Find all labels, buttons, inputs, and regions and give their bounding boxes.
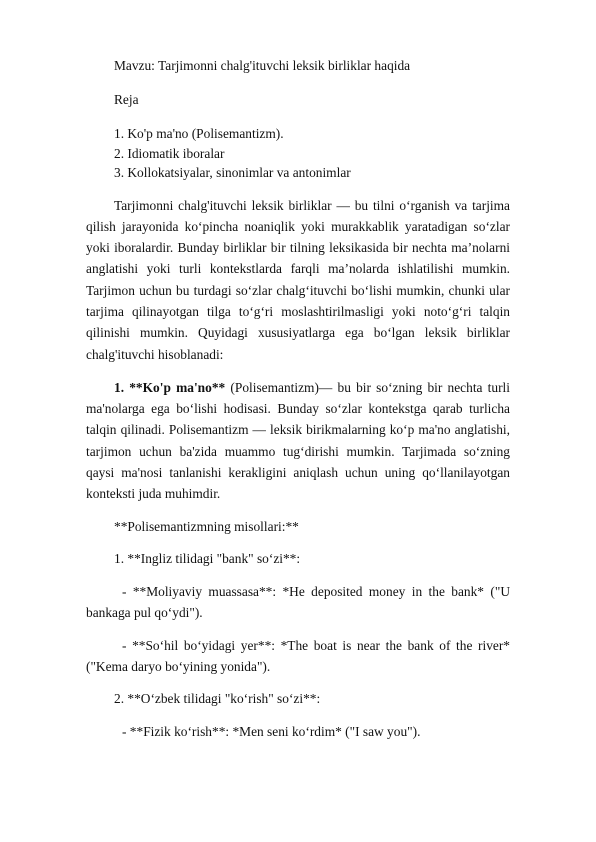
document-title: Mavzu: Tarjimonni chalg'ituvchi leksik birliklar haqida	[114, 58, 411, 73]
example-2-item-1: - **Fizik ko‘rish**: *Men seni ko‘rdim* ("I saw you").	[122, 723, 421, 739]
plan-item: 3. Kollokatsiyalar, sinonimlar va antonimlar	[114, 165, 351, 180]
example-1-item-1: - **Moliyaviy muassasa**: *He deposited money in the bank* ("U bankaga pul qo‘ydi").	[86, 583, 510, 620]
examples-heading: **Polisemantizmning misollari:**	[114, 518, 299, 534]
plan-label: Reja	[114, 92, 139, 107]
section-1-paragraph	[86, 377, 510, 505]
section-1-heading: 1. **Ko'p ma'no**	[114, 379, 226, 395]
example-2-heading: 2. **O‘zbek tilidagi "ko‘rish" so‘zi**:	[114, 690, 321, 706]
plan-list	[86, 124, 510, 183]
plan-item: 2. Idiomatik iboralar	[114, 145, 225, 161]
intro-paragraph: Tarjimonni chalg'ituvchi leksik birliklar — bu tilni o‘rganish va tarjima qilish jarayonida ko‘pincha noaniqlik yoki murakkablik yaratadigan so‘zlar yoki iboralardir. Bunday birliklar bir tilning leksikasida bir nechta ma’nolarni anglatishi yoki turli kontekstlarda farqli ma’nolarda ishlatilishi mumkin. Tarjimon uchun bu turdagi so‘zlar chalg‘ituvchi bo‘lishi mumkin, chunki ular tarjima qilinayotgan tilga to‘g‘ri moslashtirilmasligi yoki noto‘g‘ri talqin qilinishi mumkin. Quyidagi xususiyatlarga ega bo‘lgan leksik birliklar chalg'ituvchi hisoblanadi:	[86, 197, 510, 362]
section-1-text: (Polisemantizm)— bu bir so‘zning bir nechta turli ma'nolarga ega bo‘lishi hodisasi. Bunday so‘zlar kontekstga qarab turlicha talqin qilinadi. Polisemantizm — leksik birikmalarning ko‘p ma'no anglatishi, tarjimon uchun ba'zida muammo tug‘dirishi mumkin. Tarjimada so‘zning qaysi ma'nosi tanlanishi kerakligini aniqlash uchun uning qo‘llanilayotgan konteksti juda muhimdir.	[86, 379, 510, 502]
plan-item: 1. Ko'p ma'no (Polisemantizm).	[114, 126, 284, 141]
document-page	[86, 56, 510, 742]
example-1-item-2: - **So‘hil bo‘yidagi yer**: *The boat is near the bank of the river* ("Kema daryo bo‘yining yonida").	[86, 637, 510, 674]
example-1-heading: 1. **Ingliz tilidagi "bank" so‘zi**:	[114, 550, 301, 566]
